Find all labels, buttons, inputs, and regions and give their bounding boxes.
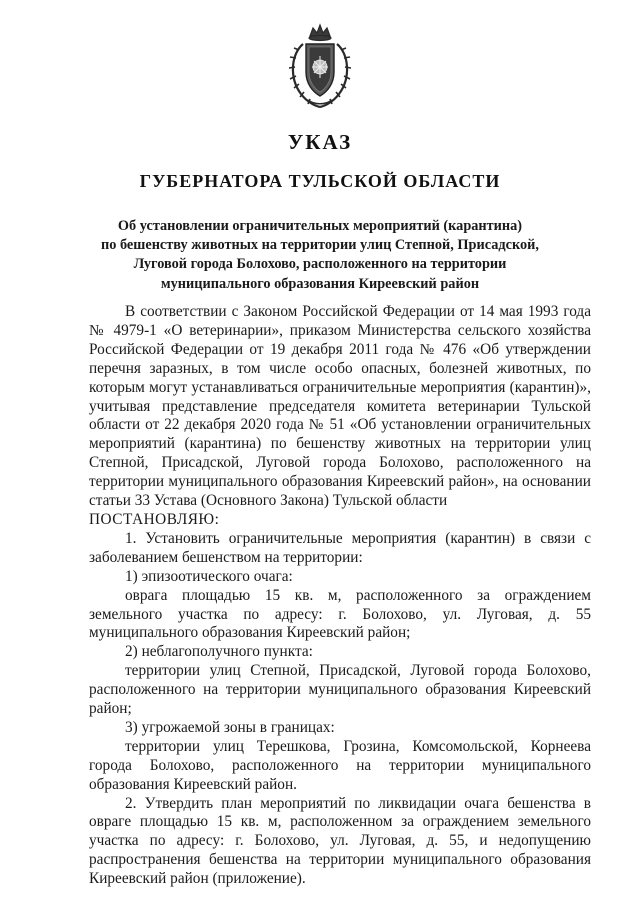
item-2: 2. Утвердить план мероприятий по ликвидации очага бешенства в овраге площадью 15 кв. м, расположенном за ограждением земельного участка по адресу: г. Болохово, ул. Луговая, д. 55, и недопущению распространения бешенства на территории муниципального образования Киреевский район (приложение). bbox=[89, 794, 591, 888]
document-body bbox=[89, 303, 591, 889]
item-1-1-label: 1) эпизоотического очага: bbox=[125, 567, 293, 585]
coat-of-arms-icon bbox=[283, 22, 357, 110]
subject-line: муниципального образования Киреевский район bbox=[160, 275, 480, 292]
item-1: 1. Установить ограничительные мероприятия (карантин) в связи с заболеванием бешенством на территории: bbox=[89, 529, 591, 566]
item-1-1-text: оврага площадью 15 кв. м, расположенного за ограждением земельного участка по адресу: г. Болохово, ул. Луговая, д. 55 муниципального образования Киреевский район; bbox=[89, 586, 591, 642]
document-title: УКАЗ bbox=[287, 130, 353, 154]
item-1-2-text: территории улиц Степной, Присадской, Луговой города Болохово, расположенного на территории муниципального образования Киреевский район; bbox=[89, 662, 591, 718]
document-subject bbox=[100, 217, 540, 294]
item-1-3-text: территории улиц Терешкова, Грозина, Комсомольской, Корнеева города Болохово, расположенного на территории муниципального образования Киреевский район. bbox=[89, 737, 591, 793]
document-issuer: ГУБЕРНАТОРА ТУЛЬСКОЙ ОБЛАСТИ bbox=[139, 171, 501, 191]
decree-word: ПОСТАНОВЛЯЮ: bbox=[89, 510, 220, 528]
item-1-3-label: 3) угрожаемой зоны в границах: bbox=[125, 718, 335, 736]
subject-line: Об установлении ограничительных мероприятий (карантина) bbox=[117, 218, 523, 234]
subject-line: по бешенству животных на территории улиц Степной, Присадской, bbox=[101, 237, 539, 254]
item-1-2-label: 2) неблагополучного пункта: bbox=[125, 643, 313, 661]
subject-line: Луговой города Болохово, расположенного на территории bbox=[133, 256, 507, 273]
preamble-paragraph: В соответствии с Законом Российской Федерации от 14 мая 1993 года № 4979-1 «О ветеринарии», приказом Министерства сельского хозяйства Российской Федерации от 19 декабря 2011 года № 476 «Об утверждении перечня заразных, в том числе особо опасных, болезней животных, по которым могут устанавливаться ограничительные мероприятия (карантин)», учитывая представление председателя комитета ветеринарии Тульской области от 22 декабря 2020 года № 51 «Об установлении ограничительных мероприятий (карантина) по бешенству животных на территории улиц Степной, Присадской, Луговой города Болохово, расположенного на территории муниципального образования Киреевский район», на основании статьи 33 Устава (Основного Закона) Тульской области bbox=[89, 303, 591, 510]
